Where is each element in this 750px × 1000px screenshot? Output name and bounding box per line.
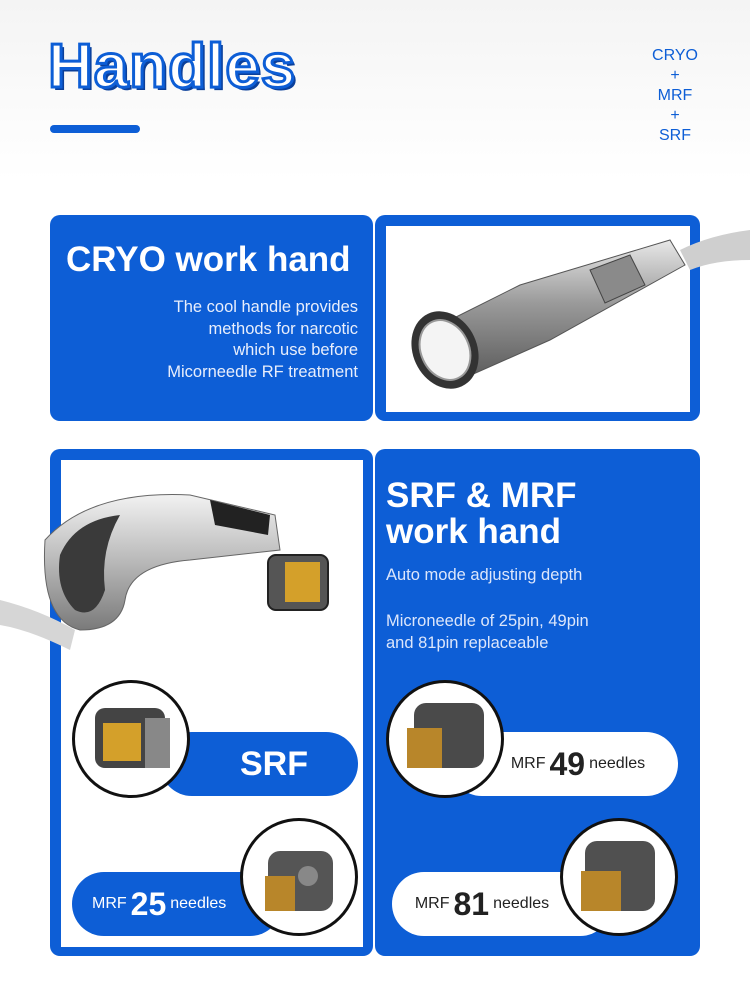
microneedle-line: Microneedle of 25pin, 49pin [386, 612, 589, 630]
mrf25-suffix: needles [170, 895, 227, 912]
mrf25-tip-image [240, 818, 358, 936]
mrf81-count: 81 [453, 885, 490, 922]
mrf49-suffix: needles [589, 755, 646, 772]
mrf81-suffix: needles [493, 895, 550, 912]
combo-item: CRYO [652, 47, 698, 64]
mrf25-prefix: MRF [92, 895, 127, 912]
mrf81-prefix: MRF [414, 895, 450, 912]
page-title: Handles [48, 32, 297, 101]
mrf25-count: 25 [130, 885, 167, 922]
mrf49-tip-image [386, 680, 504, 798]
srf-mrf-title-line1: SRF & MRF [386, 476, 577, 515]
combo-plus: + [670, 67, 680, 84]
srf-tip-image [72, 680, 190, 798]
cryo-description [70, 297, 358, 383]
cryo-desc-line: methods for narcotic [208, 319, 358, 338]
combo-item: SRF [659, 127, 691, 144]
srf-mrf-handle-image [0, 480, 350, 670]
cryo-title: CRYO work hand [66, 240, 351, 279]
mrf25-tip-icon [243, 821, 355, 933]
cryo-handle-image [400, 215, 750, 405]
mrf81-tip-image [560, 818, 678, 936]
title-underline [50, 125, 140, 133]
srf-mrf-title-line2: work hand [386, 512, 562, 551]
microneedle-text [386, 610, 589, 654]
mrf49-prefix: MRF [510, 755, 546, 772]
microneedle-line: and 81pin replaceable [386, 634, 549, 652]
mrf49-tip-icon [389, 683, 501, 795]
auto-mode-text: Auto mode adjusting depth [386, 566, 583, 584]
cryo-desc-line: The cool handle provides [173, 298, 358, 316]
mrf81-tip-icon [563, 821, 675, 933]
combo-item: MRF [657, 87, 693, 104]
cryo-desc-line: Micorneedle RF treatment [167, 362, 358, 381]
srf-label: SRF [240, 744, 308, 783]
cryo-desc-line: which use before [233, 341, 358, 359]
mrf49-count: 49 [549, 745, 586, 782]
combo-plus: + [670, 107, 680, 124]
handle-combo-list [630, 46, 720, 146]
srf-tip-icon [75, 683, 187, 795]
